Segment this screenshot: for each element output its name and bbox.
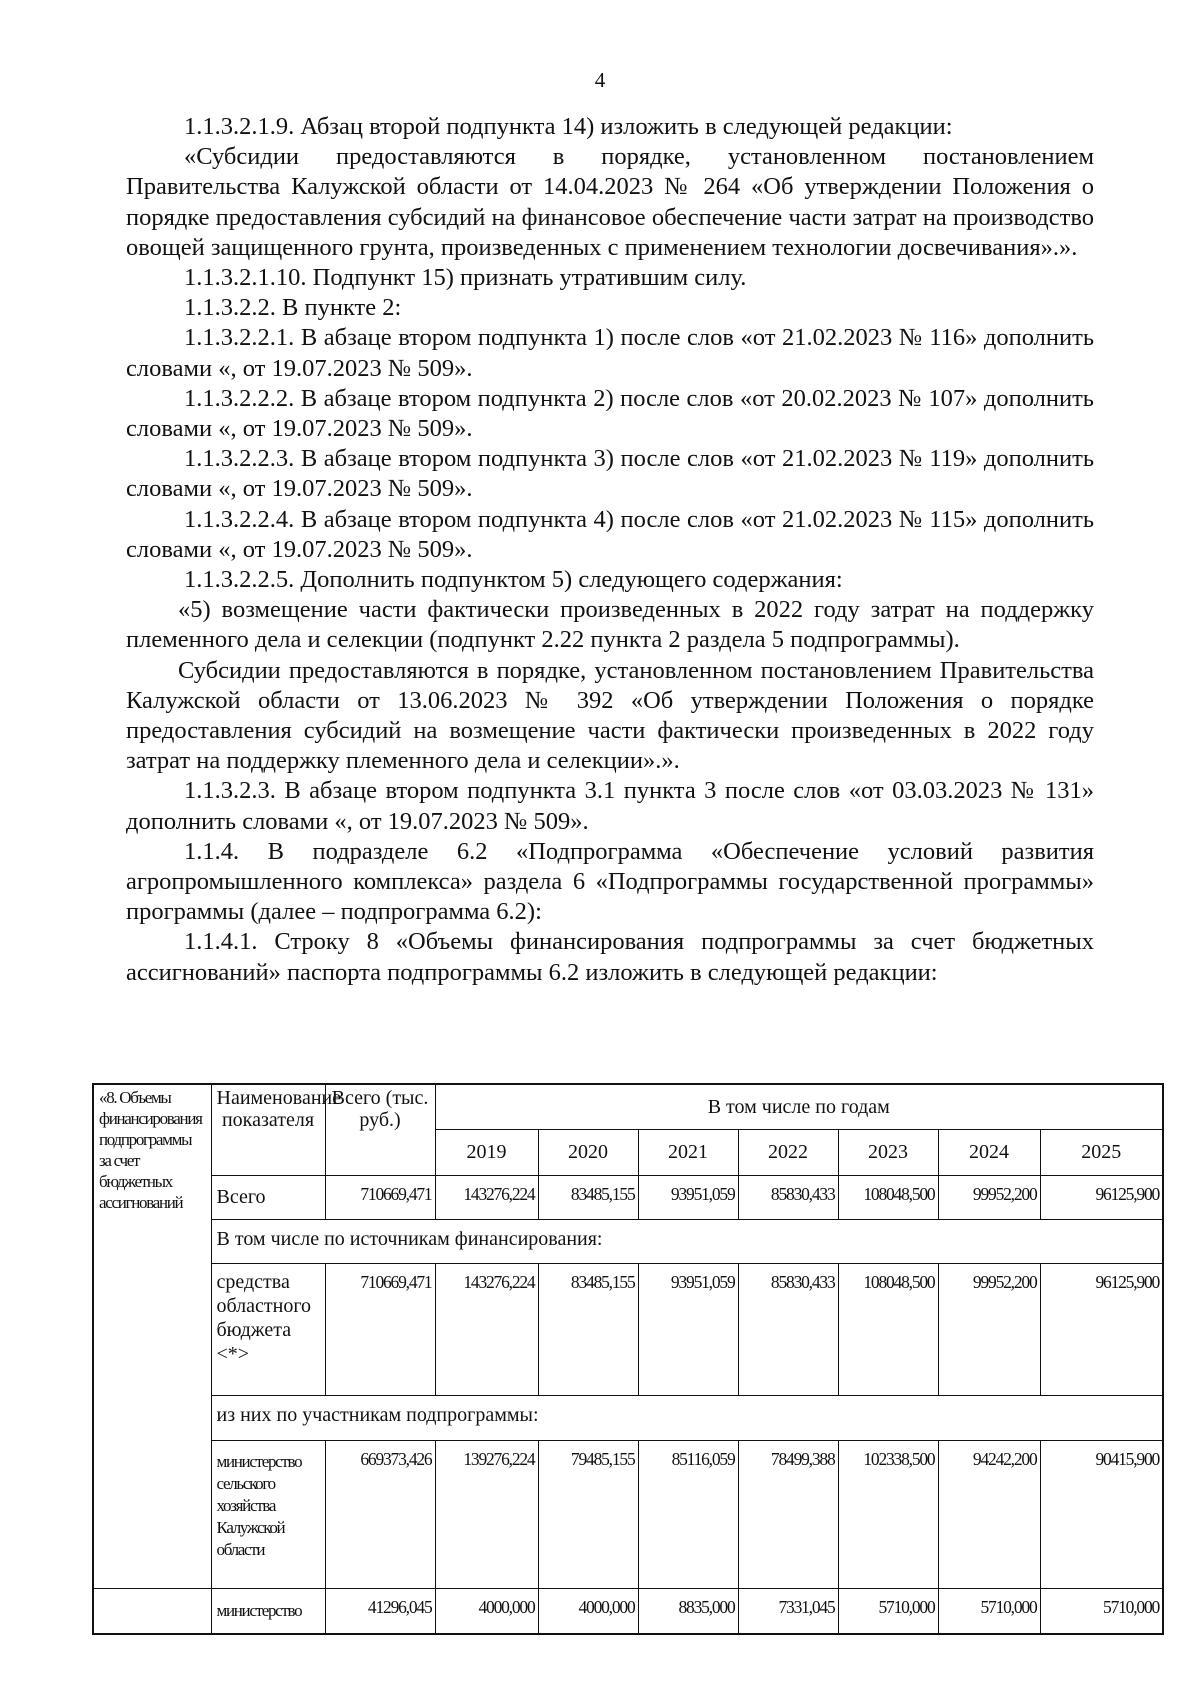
indicator-name: министерство [211, 1588, 325, 1634]
paragraph: 1.1.3.2.1.9. Абзац второй подпункта 14) изложить в следующей редакции: [184, 113, 953, 140]
year-cell: 2023 [838, 1129, 938, 1175]
table-row [93, 1219, 1163, 1263]
value-cell: 710669,471 [325, 1263, 435, 1395]
financing-table [92, 1083, 1164, 1635]
row-label: «8. Объемы финансирования подпрограммы за счет бюджетных ассигнований [93, 1084, 211, 1588]
value-cell: 93951,059 [638, 1263, 738, 1395]
value-cell: 108048,500 [838, 1263, 938, 1395]
value-cell: 83485,155 [538, 1263, 638, 1395]
paragraph: 1.1.4.1. Строку 8 «Объемы финансирования подпрограммы за счет бюджетных ассигнований» паспорта подпрограммы 6.2 изложить в следующей редакции: [126, 928, 1094, 986]
value-cell: 93951,059 [638, 1175, 738, 1219]
sources-span-label: В том числе по источникам финансирования: [211, 1219, 1163, 1263]
value-cell: 41296,045 [325, 1588, 435, 1634]
indicator-name: средства областного бюджета <*> [211, 1263, 325, 1395]
table-row [93, 1175, 1163, 1219]
value-cell: 83485,155 [538, 1175, 638, 1219]
paragraph: «Субсидии предоставляются в порядке, установленном постановлением Правительства Калужской области от 14.04.2023 № 264 «Об утверждении Положения о порядке предоставления субсидий на финансовое обеспечение части затрат на производство овощей защищенного грунта, произведенных с применением технологии досвечивания».». [126, 143, 1094, 261]
page-number: 4 [594, 68, 606, 92]
year-cell: 2025 [1040, 1129, 1163, 1175]
paragraph: Субсидии предоставляются в порядке, установленном постановлением Правительства Калужской области от 13.06.2023 № 392 «Об утверждении Положения о порядке предоставления субсидий на возмещение части фактически произведенных в 2022 году затрат на поддержку племенного дела и селекции».». [126, 656, 1094, 775]
value-cell: 8835,000 [638, 1588, 738, 1634]
paragraph: 1.1.3.2.3. В абзаце втором подпункта 3.1 пункта 3 после слов «от 03.03.2023 № 131» дополнить словами «, от 19.07.2023 № 509». [126, 777, 1094, 835]
paragraph: 1.1.3.2.1.10. Подпункт 15) признать утратившим силу. [184, 264, 747, 292]
paragraph: «5) возмещение части фактически произведенных в 2022 году затрат на поддержку племенного дела и селекции (подпункт 2.22 пункта 2 раздела 5 подпрограммы). [126, 596, 1094, 654]
paragraph: 1.1.3.2.2.2. В абзаце втором подпункта 2) после слов «от 20.02.2023 № 107» дополнить словами «, от 19.07.2023 № 509». [126, 384, 1094, 443]
year-cell: 2022 [738, 1129, 838, 1175]
table-row [93, 1395, 1163, 1440]
value-cell: 85116,059 [638, 1440, 738, 1588]
value-cell: 85830,433 [738, 1175, 838, 1219]
value-cell: 99952,200 [938, 1263, 1040, 1395]
paragraph: 1.1.4. В подразделе 6.2 «Подпрограмма «Обеспечение условий развития агропромышленного комплекса» раздела 6 «Подпрограммы государственной программы» программы (далее – подпрограмма 6.2): [126, 837, 1094, 926]
value-cell: 143276,224 [435, 1175, 538, 1219]
table-row [93, 1440, 1163, 1588]
year-cell: 2019 [435, 1129, 538, 1175]
value-cell: 669373,426 [325, 1440, 435, 1588]
value-cell: 85830,433 [738, 1263, 838, 1395]
participants-span-label: из них по участникам подпрограммы: [211, 1395, 1163, 1440]
indicator-name: Всего [211, 1175, 325, 1219]
value-cell: 5710,000 [938, 1588, 1040, 1634]
value-cell: 7331,045 [738, 1588, 838, 1634]
value-cell: 143276,224 [435, 1263, 538, 1395]
table-row [93, 1263, 1163, 1395]
value-cell: 108048,500 [838, 1175, 938, 1219]
value-cell: 4000,000 [538, 1588, 638, 1634]
value-cell: 90415,900 [1040, 1440, 1163, 1588]
value-cell: 96125,900 [1040, 1263, 1163, 1395]
document-body [126, 112, 1094, 988]
paragraph: 1.1.3.2.2.5. Дополнить подпунктом 5) следующего содержания: [184, 566, 843, 594]
value-cell: 79485,155 [538, 1440, 638, 1588]
years-header: В том числе по годам [435, 1084, 1163, 1129]
year-cell: 2020 [538, 1129, 638, 1175]
year-cell: 2021 [638, 1129, 738, 1175]
year-cell: 2024 [938, 1129, 1040, 1175]
value-cell: 710669,471 [325, 1175, 435, 1219]
indicator-name: министерство сельского хозяйства Калужской области [211, 1440, 325, 1588]
value-cell: 4000,000 [435, 1588, 538, 1634]
value-cell: 78499,388 [738, 1440, 838, 1588]
value-cell: 5710,000 [1040, 1588, 1163, 1634]
value-cell: 102338,500 [838, 1440, 938, 1588]
value-cell: 5710,000 [838, 1588, 938, 1634]
table-row [93, 1588, 1163, 1634]
value-cell: 94242,200 [938, 1440, 1040, 1588]
value-cell: 99952,200 [938, 1175, 1040, 1219]
paragraph: 1.1.3.2.2. В пункте 2: [184, 294, 402, 322]
total-header: Всего (тыс. руб.) [325, 1084, 435, 1175]
value-cell: 96125,900 [1040, 1175, 1163, 1219]
indicator-header: Наименование показателя [211, 1084, 325, 1175]
paragraph: 1.1.3.2.2.3. В абзаце втором подпункта 3) после слов «от 21.02.2023 № 119» дополнить словами «, от 19.07.2023 № 509». [126, 445, 1094, 503]
value-cell: 139276,224 [435, 1440, 538, 1588]
paragraph: 1.1.3.2.2.1. В абзаце втором подпункта 1) после слов «от 21.02.2023 № 116» дополнить словами «, от 19.07.2023 № 509». [126, 324, 1094, 382]
paragraph: 1.1.3.2.2.4. В абзаце втором подпункта 4) после слов «от 21.02.2023 № 115» дополнить словами «, от 19.07.2023 № 509». [126, 505, 1094, 563]
